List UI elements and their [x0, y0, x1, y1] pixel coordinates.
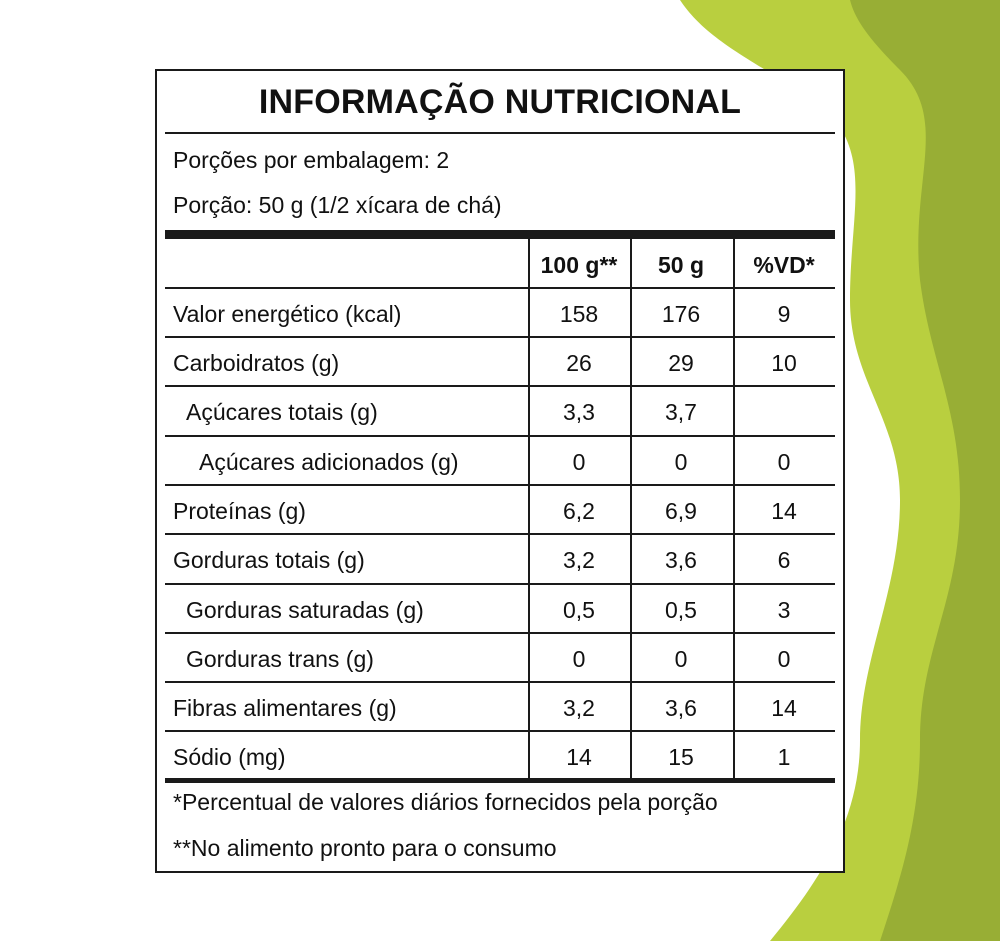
row-divider: [165, 435, 835, 437]
nutrient-name: Açúcares adicionados (g): [199, 449, 459, 475]
nutrient-value: 26: [566, 350, 592, 376]
nutrient-value: 3,6: [665, 547, 697, 573]
thick-divider-top: [165, 230, 835, 239]
nutrient-value: 0: [777, 646, 791, 672]
nutrient-value: 10: [771, 350, 797, 376]
nutrient-value: 0: [572, 449, 586, 475]
nutrient-value: 0,5: [563, 597, 595, 623]
nutrient-value: 3,6: [665, 695, 697, 721]
table-title: INFORMAÇÃO NUTRICIONAL: [258, 83, 742, 121]
nutrient-value: 0: [572, 646, 586, 672]
nutrition-facts-table: [155, 69, 845, 873]
row-divider: [165, 484, 835, 486]
row-divider: [165, 681, 835, 683]
row-divider: [165, 583, 835, 585]
column-header: 50 g: [657, 252, 705, 278]
nutrient-name: Gorduras trans (g): [186, 646, 374, 672]
nutrient-value: 6: [777, 547, 791, 573]
nutrient-name: Proteínas (g): [173, 498, 306, 524]
footnote-ready-to-eat: **No alimento pronto para o consumo: [173, 835, 557, 861]
title-divider: [165, 132, 835, 134]
nutrient-value: 3: [777, 597, 791, 623]
nutrient-value: 176: [661, 301, 701, 327]
nutrient-value: 6,9: [665, 498, 697, 524]
nutrient-name: Valor energético (kcal): [173, 301, 402, 327]
nutrient-value: 3,3: [563, 399, 595, 425]
footnote-daily-values: *Percentual de valores diários fornecidos pela porção: [173, 789, 718, 815]
nutrient-value: 14: [771, 695, 797, 721]
nutrient-value: 14: [566, 744, 592, 770]
row-divider: [165, 287, 835, 289]
nutrient-name: Açúcares totais (g): [186, 399, 378, 425]
nutrient-value: 0,5: [665, 597, 697, 623]
portion-size: Porção: 50 g (1/2 xícara de chá): [173, 192, 502, 218]
nutrient-name: Gorduras saturadas (g): [186, 597, 424, 623]
nutrient-value: 29: [668, 350, 694, 376]
nutrient-value: 6,2: [563, 498, 595, 524]
nutrient-value: 3,2: [563, 547, 595, 573]
nutrient-name: Sódio (mg): [173, 744, 286, 770]
nutrient-name: Carboidratos (g): [173, 350, 340, 376]
nutrient-value: 15: [668, 744, 694, 770]
column-header: %VD*: [753, 252, 815, 278]
nutrient-value: 0: [674, 646, 688, 672]
nutrient-value: 14: [771, 498, 797, 524]
nutrient-value: 9: [777, 301, 791, 327]
row-divider: [165, 632, 835, 634]
row-divider: [165, 336, 835, 338]
row-divider: [165, 730, 835, 732]
nutrient-name: Fibras alimentares (g): [173, 695, 397, 721]
nutrient-value: 0: [777, 449, 791, 475]
nutrient-value: 3,2: [563, 695, 595, 721]
servings-per-package: Porções por embalagem: 2: [173, 147, 450, 173]
thick-divider-bottom: [165, 778, 835, 783]
nutrient-value: 0: [674, 449, 688, 475]
column-header: 100 g**: [540, 252, 618, 278]
nutrient-name: Gorduras totais (g): [173, 547, 365, 573]
nutrient-value: 158: [559, 301, 599, 327]
row-divider: [165, 533, 835, 535]
nutrient-value: 1: [777, 744, 791, 770]
row-divider: [165, 385, 835, 387]
nutrient-value: 3,7: [665, 399, 697, 425]
